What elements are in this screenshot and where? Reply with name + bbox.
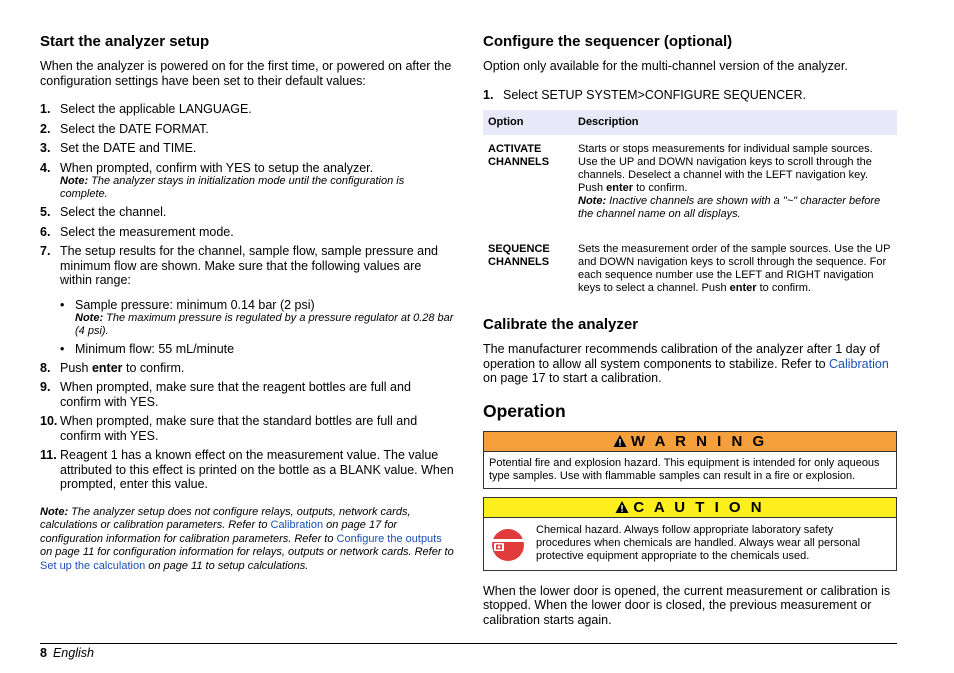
right-column bbox=[483, 32, 897, 627]
range-bullets bbox=[40, 298, 454, 357]
warning-title-bar: W A R N I N G bbox=[484, 432, 896, 452]
section-heading-calibrate: Calibrate the analyzer bbox=[483, 316, 639, 333]
step-item: 9. When prompted, make sure that the reagent bottles are full and confirm with YES. bbox=[40, 380, 411, 409]
caution-box bbox=[483, 497, 897, 571]
step-item: 7. The setup results for the channel, sample flow, sample pressure and minimum flow are shown. Make sure that the following values are within range: bbox=[40, 244, 438, 287]
option-cell: ACTIVATE CHANNELS bbox=[488, 143, 550, 168]
sequencer-steps bbox=[483, 88, 897, 103]
column-header-description: Description bbox=[573, 110, 897, 135]
setup-note: Note: The analyzer setup does not configure relays, outputs, network cards, calculations or calibration parameters. Refer to Calibration on page 17 for configuration information for calibration parameters. Refer to Configure the outputs on page 11 for configuration information for relays, outputs or network cards. Refer to Set up the calculation on page 11 to setup calculations. bbox=[40, 505, 454, 572]
description-cell: Starts or stops measurements for individual sample sources. Use the UP and DOWN navigation keys to scroll through the channels. Deselect a channel with the LEFT navigation key. Push enter to confirm. Note: Inactive channels are shown with a "~" character before the channel name on all displays. bbox=[578, 143, 881, 220]
link-calibration[interactable]: Calibration bbox=[829, 356, 889, 371]
page-footer bbox=[40, 643, 897, 660]
step-item: 5. Select the channel. bbox=[40, 205, 167, 219]
step-item: 6. Select the measurement mode. bbox=[40, 224, 234, 239]
intro-paragraph: When the analyzer is powered on for the first time, or powered on after the configuration settings have been set to their default values: bbox=[40, 59, 452, 88]
step-note: Note: The analyzer stays in initialization mode until the configuration is complete. bbox=[60, 175, 405, 200]
caution-title-bar: C A U T I O N bbox=[484, 498, 896, 518]
setup-steps bbox=[40, 102, 454, 288]
footer-language: English bbox=[52, 646, 94, 660]
closing-paragraph: When the lower door is opened, the current measurement or calibration is stopped. When the lower door is closed, the previous measurement or calibration starts again. bbox=[483, 583, 891, 627]
step-item: 3. Set the DATE and TIME. bbox=[40, 141, 197, 155]
left-column bbox=[40, 32, 454, 573]
protective-equipment-icon bbox=[488, 524, 528, 564]
link-setup-calculation[interactable]: Set up the calculation bbox=[40, 559, 146, 572]
section-heading-start-setup: Start the analyzer setup bbox=[40, 33, 210, 50]
section-heading-operation: Operation bbox=[483, 400, 566, 421]
setup-steps-continued bbox=[40, 361, 454, 492]
bullet-note: Note: The maximum pressure is regulated by a pressure regulator at 0.28 bar (4 psi). bbox=[75, 312, 454, 337]
link-calibration[interactable]: Calibration bbox=[270, 519, 324, 531]
step-item: 4. When prompted, confirm with YES to setup the analyzer. Note: The analyzer stays in initialization mode until the configuration is complete. bbox=[40, 161, 454, 202]
step-item: 8. Push enter to confirm. bbox=[40, 360, 185, 375]
calibrate-paragraph: The manufacturer recommends calibration of the analyzer after 1 day of operation to allow all system components to stabilize. Refer to Calibration on page 17 to start a calibration. bbox=[483, 342, 889, 385]
table-row bbox=[483, 227, 897, 301]
option-cell: SEQUENCE CHANNELS bbox=[488, 243, 550, 268]
description-cell: Sets the measurement order of the sample sources. Use the UP and DOWN navigation keys to scroll through the sequence. For each sequence number use the LEFT and RIGHT navigation keys to select a channel. Push enter to confirm. bbox=[578, 243, 891, 294]
step-item: 11. Reagent 1 has a known effect on the measurement value. The value attributed to this effect is printed on the bottle as a BLANK value. When prompted, enter this value. bbox=[40, 448, 454, 491]
page-number: 8 bbox=[40, 646, 47, 660]
sequencer-options-table bbox=[483, 110, 897, 301]
warning-triangle-icon bbox=[615, 500, 629, 514]
step-item: 1. Select SETUP SYSTEM>CONFIGURE SEQUENCER. bbox=[483, 87, 806, 102]
bullet-item: • Minimum flow: 55 mL/minute bbox=[60, 342, 235, 356]
link-configure-outputs[interactable]: Configure the outputs bbox=[336, 532, 442, 545]
step-item: 1. Select the applicable LANGUAGE. bbox=[40, 102, 252, 116]
caution-text: Chemical hazard. Always follow appropriate laboratory safety procedures when chemicals are handled. Always wear all personal protective equipment appropriate to the chemicals used. bbox=[536, 523, 861, 562]
warning-triangle-icon bbox=[613, 434, 627, 448]
bullet-item: • Sample pressure: minimum 0.14 bar (2 psi) Note: The maximum pressure is regulated by a pressure regulator at 0.28 bar (4 psi). bbox=[60, 297, 454, 337]
sequencer-intro: Option only available for the multi-channel version of the analyzer. bbox=[483, 59, 848, 73]
warning-text: Potential fire and explosion hazard. This equipment is intended for only aqueous type samples. Use with flammable samples can result in a fire or explosion. bbox=[489, 456, 880, 482]
column-header-option: Option bbox=[483, 110, 573, 135]
table-header-row bbox=[483, 110, 897, 135]
section-heading-sequencer: Configure the sequencer (optional) bbox=[483, 33, 733, 50]
warning-box bbox=[483, 431, 897, 489]
step-item: 10. When prompted, make sure that the standard bottles are full and confirm with YES. bbox=[40, 414, 418, 443]
step-item: 2. Select the DATE FORMAT. bbox=[40, 121, 209, 136]
table-row bbox=[483, 135, 897, 227]
